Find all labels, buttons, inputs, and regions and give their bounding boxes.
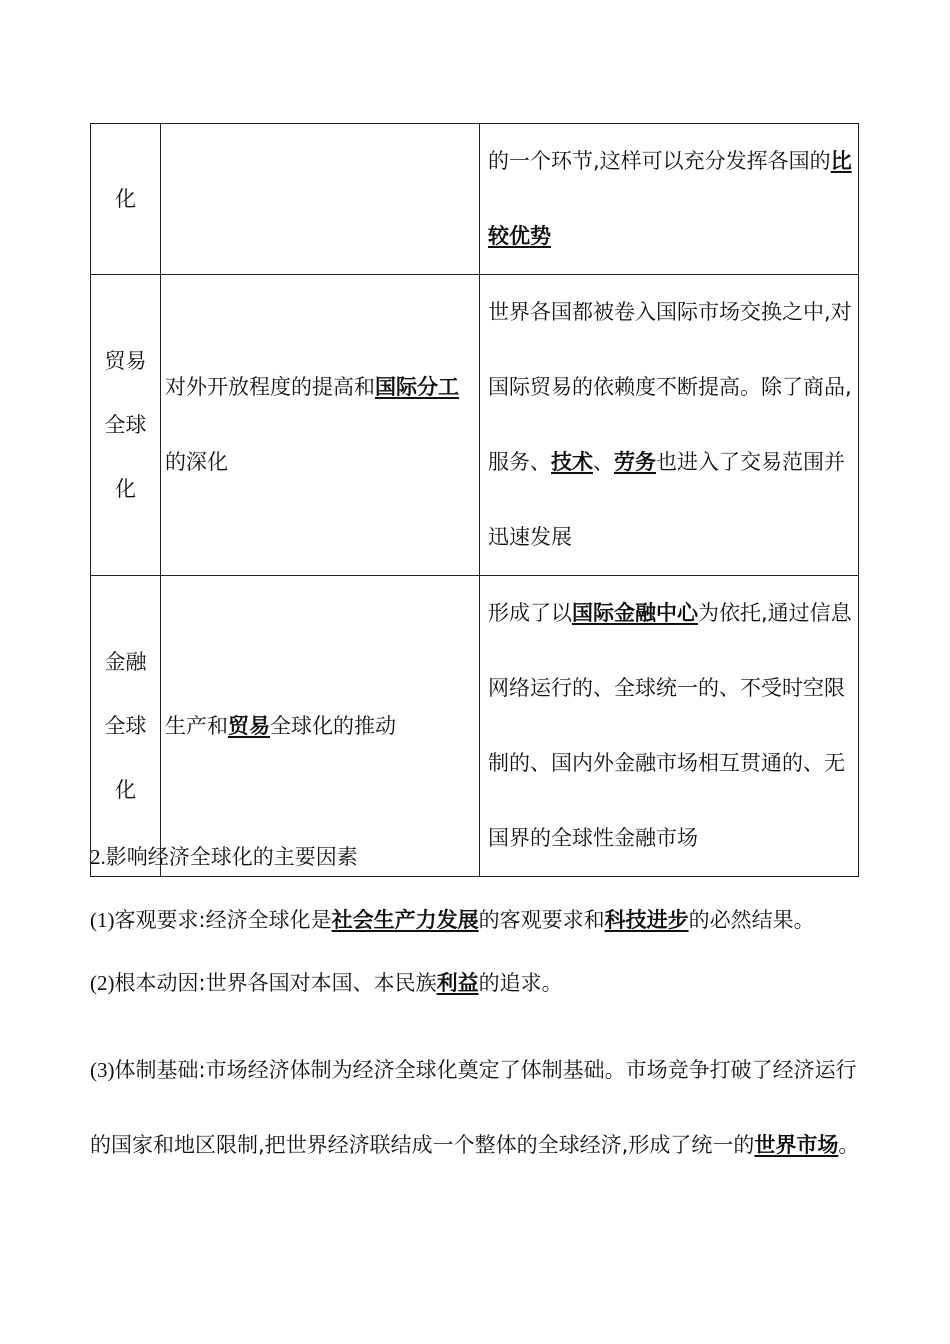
section-heading [90,842,862,872]
row-condition [161,124,480,275]
text-run: 的客观要求和 [478,908,605,932]
text-run: 全球化的推动 [270,713,396,738]
row-label-line: 全球 [104,413,147,437]
row-label [91,124,161,275]
text-run: 生产和 [165,713,228,738]
row-label-line: 化 [115,187,136,211]
row-label-line: 化 [115,477,136,501]
row-condition [161,275,480,576]
keyword-highlight: 技术 [551,450,593,474]
text-run: 。 [838,1133,860,1157]
keyword-highlight: 国际金融中心 [572,601,698,625]
item-number: 2. [90,845,106,869]
row-label [91,275,161,576]
keyword-highlight: 利益 [436,971,479,995]
factor-paragraph [90,968,862,998]
text-run: 、 [593,450,614,474]
keyword-highlight: 世界市场 [754,1133,839,1157]
row-label-line: 贸易 [104,349,147,373]
item-number: (3) [90,1058,115,1082]
factor-paragraph [90,1033,862,1183]
text-run: 体制基础:市场经济体制为经济全球化奠定了体制基础。市场竞争打破了经济运行的国家和地区限制,把世界经济联结成一个整体的全球经济,形成了统一的 [90,1058,857,1157]
text-run: 影响经济全球化的主要因素 [105,845,358,869]
row-label-line: 全球 [104,714,147,738]
text-run: 客观要求:经济全球化是 [114,908,332,932]
item-number: (2) [90,971,115,995]
row-content [480,124,859,275]
row-label-line: 化 [115,778,136,802]
text-run: 根本动因:世界各国对本国、本民族 [114,971,437,995]
text-run: 的必然结果。 [688,908,815,932]
table-row [91,576,859,877]
keyword-highlight: 贸易 [228,713,270,738]
table-row [91,124,859,275]
keyword-highlight: 社会生产力发展 [331,908,479,932]
row-content [480,275,859,576]
text-run: 也进入了交易范围并迅速发展 [488,450,845,549]
text-run: 世界各国都被卷入国际市场交换之中,对国际贸易的依赖度不断提高。除了商品,服务、 [488,300,852,474]
item-number: (1) [90,908,115,932]
text-run: 的一个环节,这样可以充分发挥各国的 [488,149,831,173]
row-label [91,576,161,877]
text-run: 对外开放程度的提高和 [165,375,375,399]
table-row [91,275,859,576]
keyword-highlight: 比较优势 [488,149,852,248]
text-run: 的追求。 [478,971,563,995]
factor-paragraph [90,905,862,935]
globalization-table [90,123,859,877]
row-label-line: 金融 [104,650,147,674]
row-condition [161,576,480,877]
text-run: 为依托,通过信息网络运行的、全球统一的、不受时空限制的、国内外金融市场相互贯通的、无国界的全球性金融市场 [488,601,852,850]
row-content [480,576,859,877]
keyword-highlight: 科技进步 [604,908,689,932]
keyword-highlight: 劳务 [614,450,656,474]
text-run: 的深化 [165,450,228,474]
keyword-highlight: 国际分工 [375,375,459,399]
text-run: 形成了以 [488,601,572,625]
